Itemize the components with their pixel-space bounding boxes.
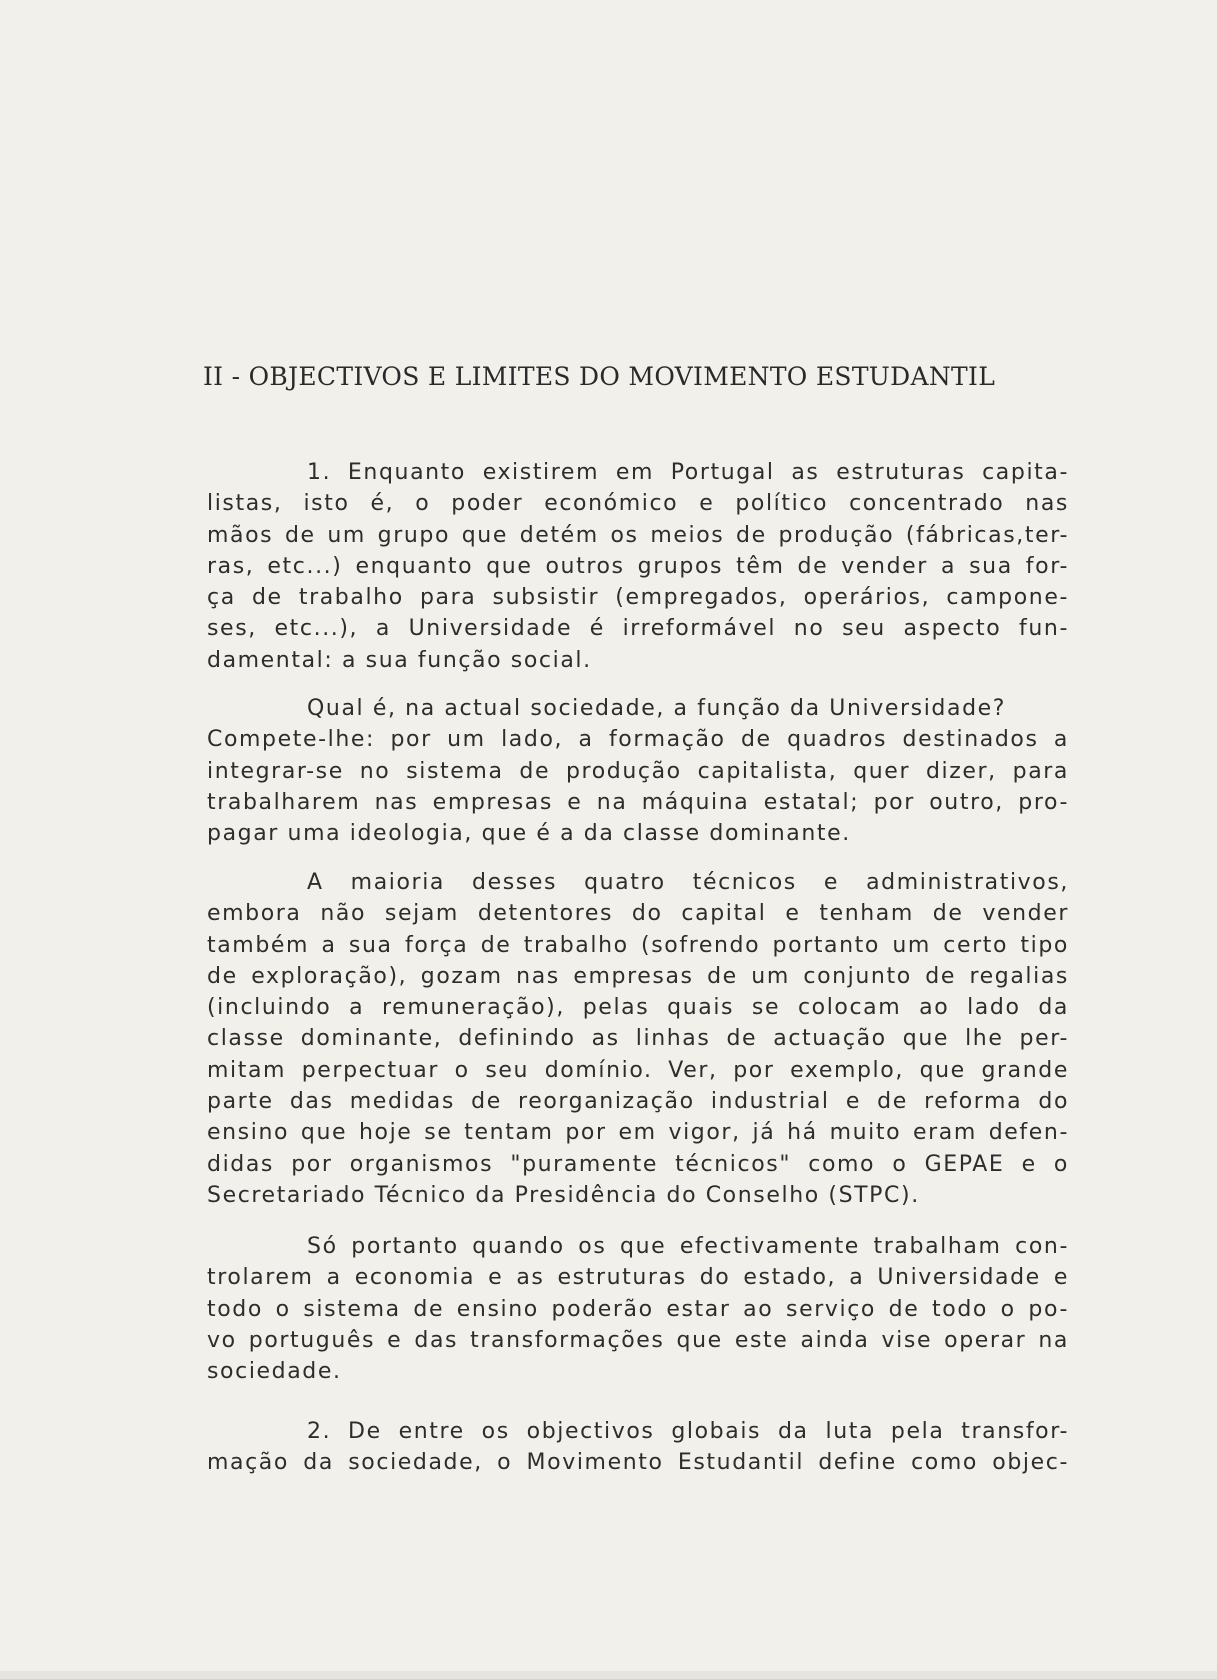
paragraph-1 — [207, 457, 1069, 676]
paragraph-4 — [207, 1231, 1069, 1387]
text-line: trolarem a economia e as estruturas do estado, a Universidade e — [207, 1265, 1069, 1291]
text-line: classe dominante, definindo as linhas de actuação que lhe per- — [207, 1026, 1069, 1052]
text-line: Compete-lhe: por um lado, a formação de quadros destinados a — [207, 727, 1069, 753]
text-line: listas, isto é, o poder económico e político concentrado nas — [207, 491, 1069, 517]
text-line: ras, etc...) enquanto que outros grupos têm de vender a sua for- — [207, 553, 1069, 579]
text-line: ensino que hoje se tentam por em vigor, já há muito eram defen- — [207, 1120, 1069, 1146]
section-heading: II - OBJECTIVOS E LIMITES DO MOVIMENTO ESTUDANTIL — [203, 362, 996, 391]
text-line: também a sua força de trabalho (sofrendo portanto um certo tipo — [207, 932, 1069, 958]
text-line: embora não sejam detentores do capital e tenham de vender — [207, 901, 1069, 927]
text-line: mitam perpectuar o seu domínio. Ver, por exemplo, que grande — [207, 1057, 1069, 1083]
text-line: integrar-se no sistema de produção capitalista, quer dizer, para — [207, 758, 1069, 784]
page-edge-shadow — [0, 1671, 1217, 1679]
paragraph-5 — [207, 1416, 1069, 1479]
text-line: de exploração), gozam nas empresas de um conjunto de regalias — [207, 963, 1069, 989]
text-line: (incluindo a remuneração), pelas quais se colocam ao lado da — [207, 995, 1069, 1021]
text-line: mãos de um grupo que detém os meios de produção (fábricas,ter- — [207, 522, 1069, 548]
text-line: todo o sistema de ensino poderão estar ao serviço de todo o po- — [207, 1296, 1069, 1322]
text-line: trabalharem nas empresas e na máquina estatal; por outro, pro- — [207, 789, 1069, 815]
text-line: damental: a sua função social. — [207, 647, 592, 673]
paragraph-2 — [207, 693, 1069, 849]
text-line: didas por organismos "puramente técnicos" como o GEPAE e o — [207, 1151, 1069, 1177]
text-line: A maioria desses quatro técnicos e administrativos, — [307, 870, 1069, 895]
text-line: ses, etc...), a Universidade é irreformável no seu aspecto fun- — [207, 616, 1069, 642]
text-line: mação da sociedade, o Movimento Estudantil define como objec- — [207, 1450, 1069, 1476]
text-line: 2. De entre os objectivos globais da luta pela transfor- — [307, 1419, 1069, 1444]
paragraph-3 — [207, 867, 1069, 1211]
text-line: parte das medidas de reorganização industrial e de reforma do — [207, 1089, 1069, 1115]
text-line: sociedade. — [207, 1359, 342, 1385]
text-line: Secretariado Técnico da Presidência do Conselho (STPC). — [207, 1182, 920, 1208]
text-line: ça de trabalho para subsistir (empregados, operários, campone- — [207, 585, 1069, 611]
text-line: Qual é, na actual sociedade, a função da Universidade? — [307, 696, 1007, 721]
text-line: pagar uma ideologia, que é a da classe dominante. — [207, 821, 851, 847]
text-line: Só portanto quando os que efectivamente trabalham con- — [307, 1234, 1069, 1259]
text-line: vo português e das transformações que este ainda vise operar na — [207, 1327, 1069, 1353]
text-line: 1. Enquanto existirem em Portugal as estruturas capita- — [307, 460, 1069, 485]
